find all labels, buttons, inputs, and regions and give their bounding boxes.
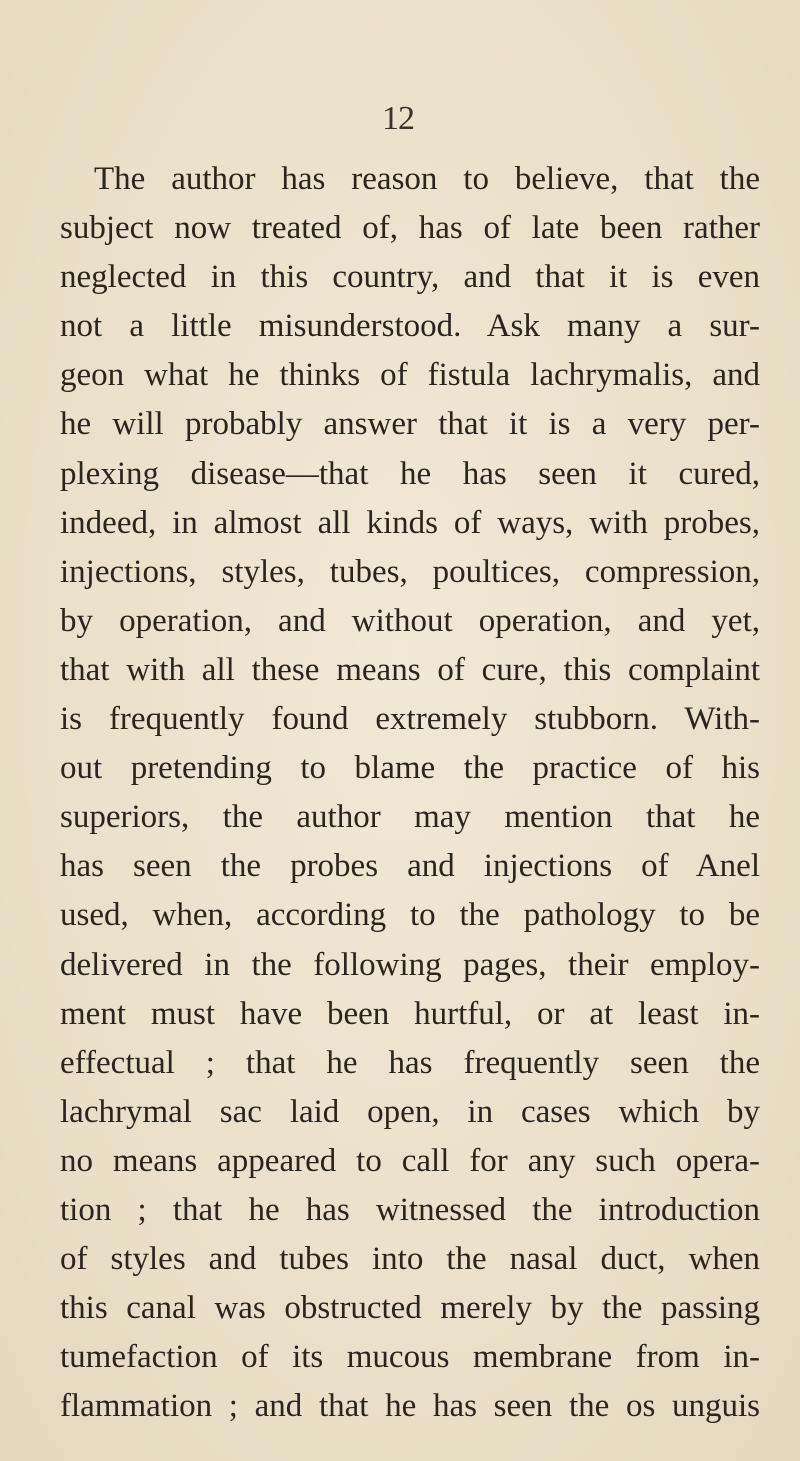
text-line: tumefaction of its mucous membrane from in- — [60, 1339, 760, 1376]
text-line: he will probably answer that it is a very per- — [60, 406, 760, 443]
text-line: plexing disease—that he has seen it cured, — [60, 455, 760, 492]
text-line: indeed, in almost all kinds of ways, with probes, — [60, 504, 760, 541]
text-line: by operation, and without operation, and yet, — [60, 602, 760, 639]
text-line: geon what he thinks of fistula lachrymalis, and — [60, 357, 760, 394]
text-line: has seen the probes and injections of Anel — [60, 848, 760, 885]
text-line: no means appeared to call for any such opera- — [60, 1142, 760, 1179]
text-line: lachrymal sac laid open, in cases which by — [60, 1093, 760, 1130]
text-line: ment must have been hurtful, or at least in- — [60, 995, 760, 1032]
text-line: delivered in the following pages, their employ- — [60, 946, 760, 983]
text-line: The author has reason to believe, that the — [94, 161, 760, 197]
page-number: 12 — [382, 100, 414, 137]
body-text — [60, 155, 760, 1431]
text-line: out pretending to blame the practice of his — [60, 750, 760, 787]
text-line: not a little misunderstood. Ask many a sur- — [60, 308, 760, 345]
text-line: effectual ; that he has frequently seen the — [60, 1044, 760, 1081]
text-line: this canal was obstructed merely by the passing — [60, 1290, 760, 1327]
text-line: superiors, the author may mention that he — [60, 799, 760, 836]
text-line: that with all these means of cure, this complaint — [60, 651, 760, 688]
text-line: used, when, according to the pathology to be — [60, 897, 760, 934]
text-line: subject now treated of, has of late been rather — [60, 210, 760, 247]
text-line: tion ; that he has witnessed the introduction — [60, 1191, 760, 1228]
text-line: is frequently found extremely stubborn. With- — [60, 701, 760, 738]
text-line: injections, styles, tubes, poultices, compression, — [60, 553, 760, 590]
text-line: flammation ; and that he has seen the os unguis — [60, 1388, 760, 1425]
text-line: of styles and tubes into the nasal duct, when — [60, 1241, 760, 1278]
text-line: neglected in this country, and that it is even — [60, 259, 760, 296]
